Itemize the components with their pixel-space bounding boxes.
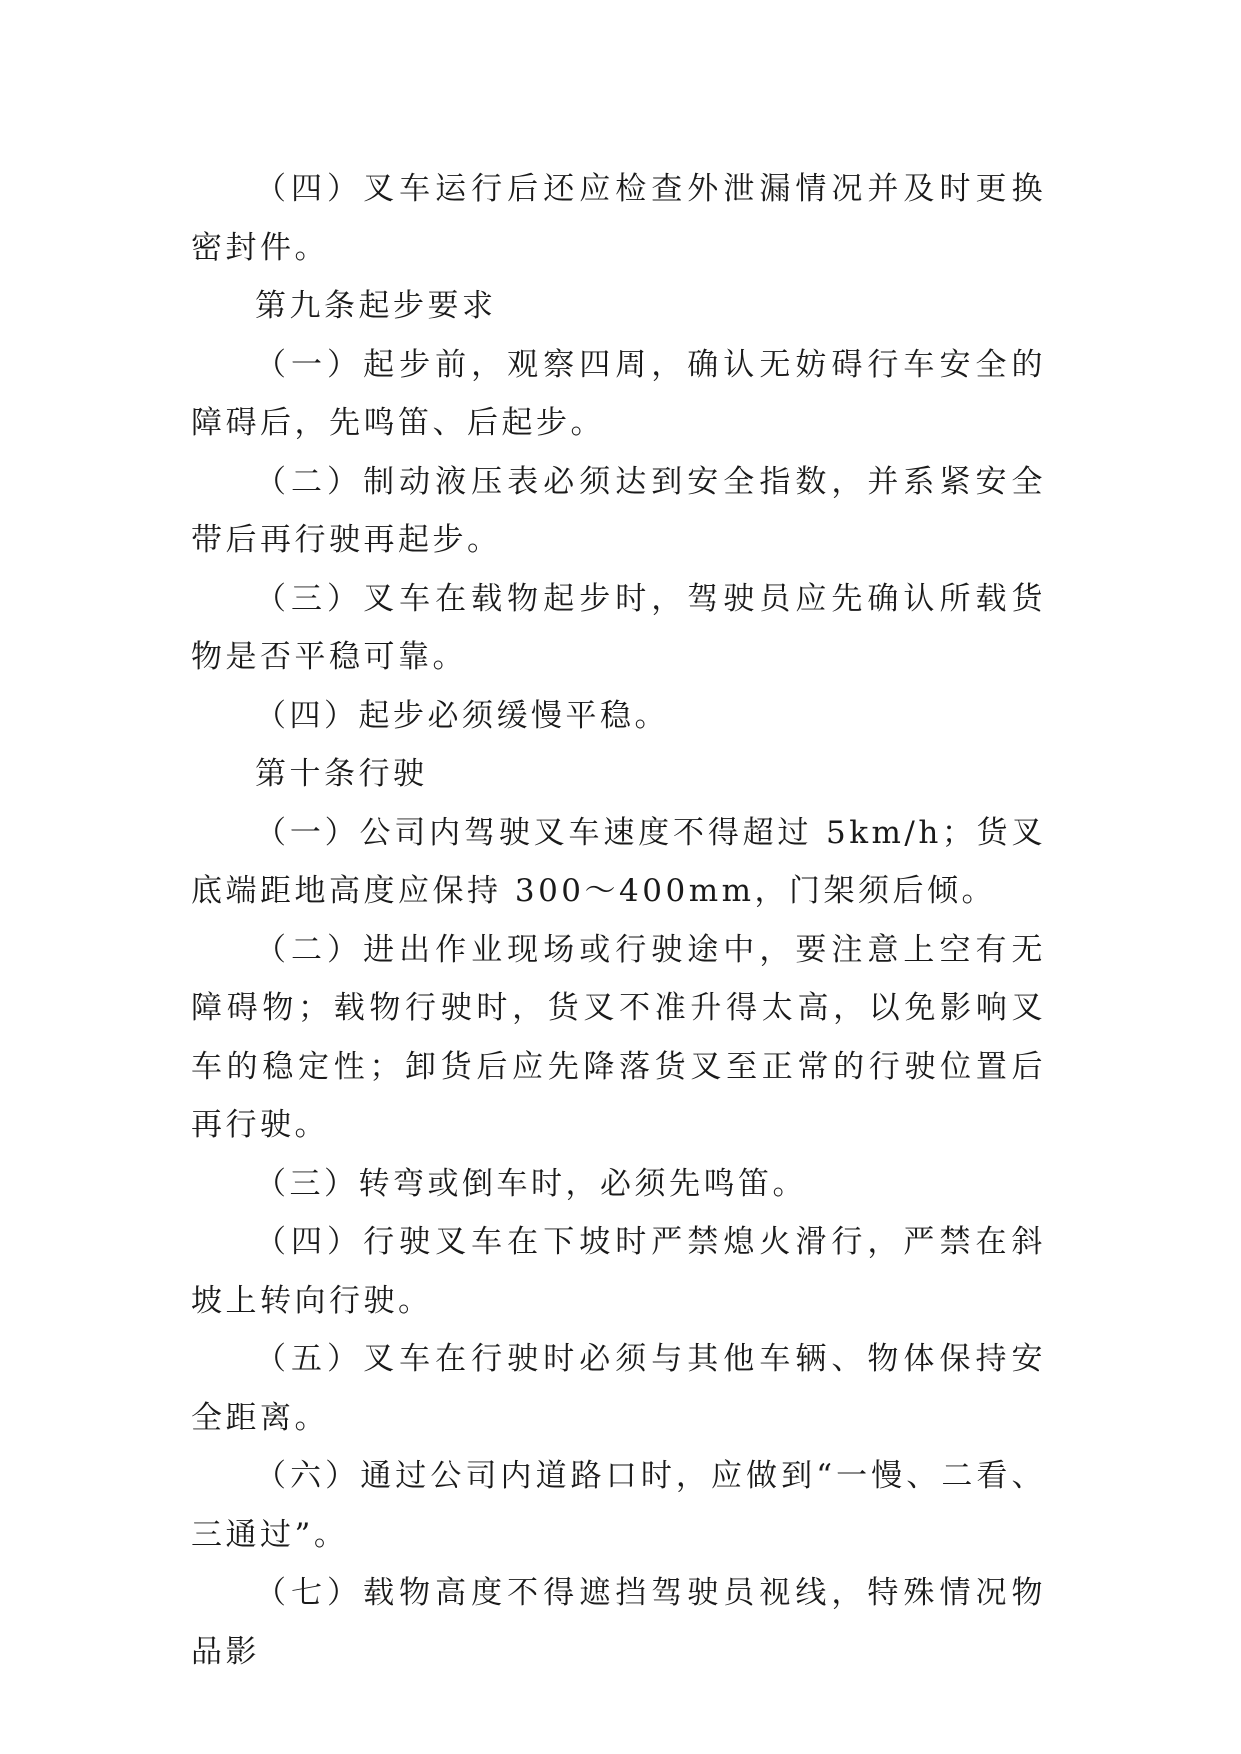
- paragraph-drive-item-7: （七）载物高度不得遮挡驾驶员视线，特殊情况物品影: [191, 1575, 1046, 1670]
- paragraph-drive-item-1: （一）公司内驾驶叉车速度不得超过 5km/h；货叉底端距地高度应保持 300～400mm，门架须后倾。: [191, 814, 1046, 909]
- section-heading-article-9: 第九条起步要求: [255, 288, 497, 324]
- paragraph-drive-item-6: （六）通过公司内道路口时，应做到“一慢、二看、三通过”。: [191, 1458, 1046, 1553]
- paragraph-drive-item-2: （二）进出作业现场或行驶途中，要注意上空有无障碍物；载物行驶时，货叉不准升得太高，以免影响叉车的稳定性；卸货后应先降落货叉至正常的行驶位置后再行驶。: [191, 931, 1046, 1143]
- paragraph-start-item-3: （三）叉车在载物起步时，驾驶员应先确认所载货物是否平稳可靠。: [191, 580, 1046, 675]
- paragraph-item-4-seal-replacement: （四）叉车运行后还应检查外泄漏情况并及时更换密封件。: [191, 171, 1046, 266]
- paragraph-drive-item-5: （五）叉车在行驶时必须与其他车辆、物体保持安全距离。: [191, 1341, 1046, 1436]
- paragraph-start-item-2: （二）制动液压表必须达到安全指数，并系紧安全带后再行驶再起步。: [191, 463, 1046, 558]
- document-body: [191, 160, 1046, 1681]
- paragraph-start-item-4: （四）起步必须缓慢平稳。: [255, 697, 669, 734]
- paragraph-drive-item-4: （四）行驶叉车在下坡时严禁熄火滑行，严禁在斜坡上转向行驶。: [191, 1224, 1046, 1319]
- paragraph-drive-item-3: （三）转弯或倒车时，必须先鸣笛。: [255, 1165, 807, 1202]
- paragraph-start-item-1: （一）起步前，观察四周，确认无妨碍行车安全的障碍后，先鸣笛、后起步。: [191, 346, 1046, 441]
- section-heading-article-10: 第十条行驶: [255, 756, 428, 792]
